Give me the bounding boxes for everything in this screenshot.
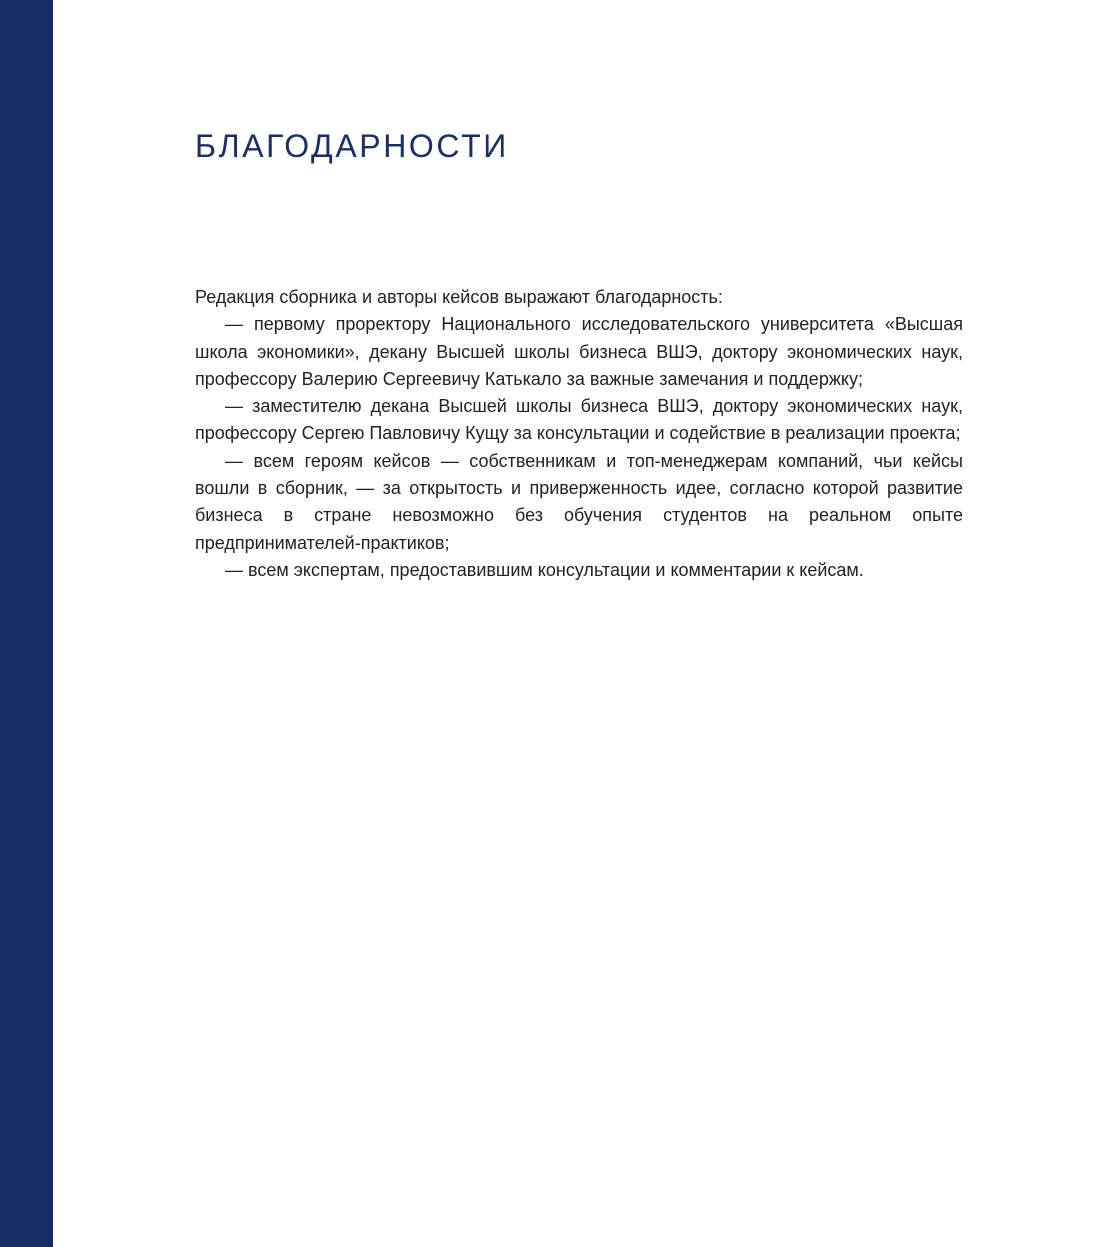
acknowledgment-item: — первому проректору Национального исследовательского университета «Высшая школа экономики», декану Высшей школы бизнеса ВШЭ, доктору экономических наук, профессору Валерию Сергеевичу Катькало за важные замечания и поддержку; (195, 314, 963, 389)
acknowledgment-item: — всем экспертам, предоставившим консультации и комментарии к кейсам. (225, 559, 864, 580)
page-title: БЛАГОДАРНОСТИ (195, 128, 509, 164)
side-color-bar (0, 0, 53, 1247)
acknowledgment-item: — заместителю декана Высшей школы бизнеса ВШЭ, доктору экономических наук, профессору Сергею Павловичу Кущу за консультации и содействие в реализации проекта; (195, 396, 963, 444)
acknowledgments-text (195, 284, 963, 584)
acknowledgment-item: — всем героям кейсов — собственникам и топ-менеджерам компаний, чьи кейсы вошли в сборник, — за открытость и приверженность идее, согласно которой развитие бизнеса в стране невозможно без обучения студентов на реальном опыте предпринимателей-практиков; (195, 450, 963, 553)
intro-paragraph: Редакция сборника и авторы кейсов выражают благодарность: (195, 287, 723, 307)
